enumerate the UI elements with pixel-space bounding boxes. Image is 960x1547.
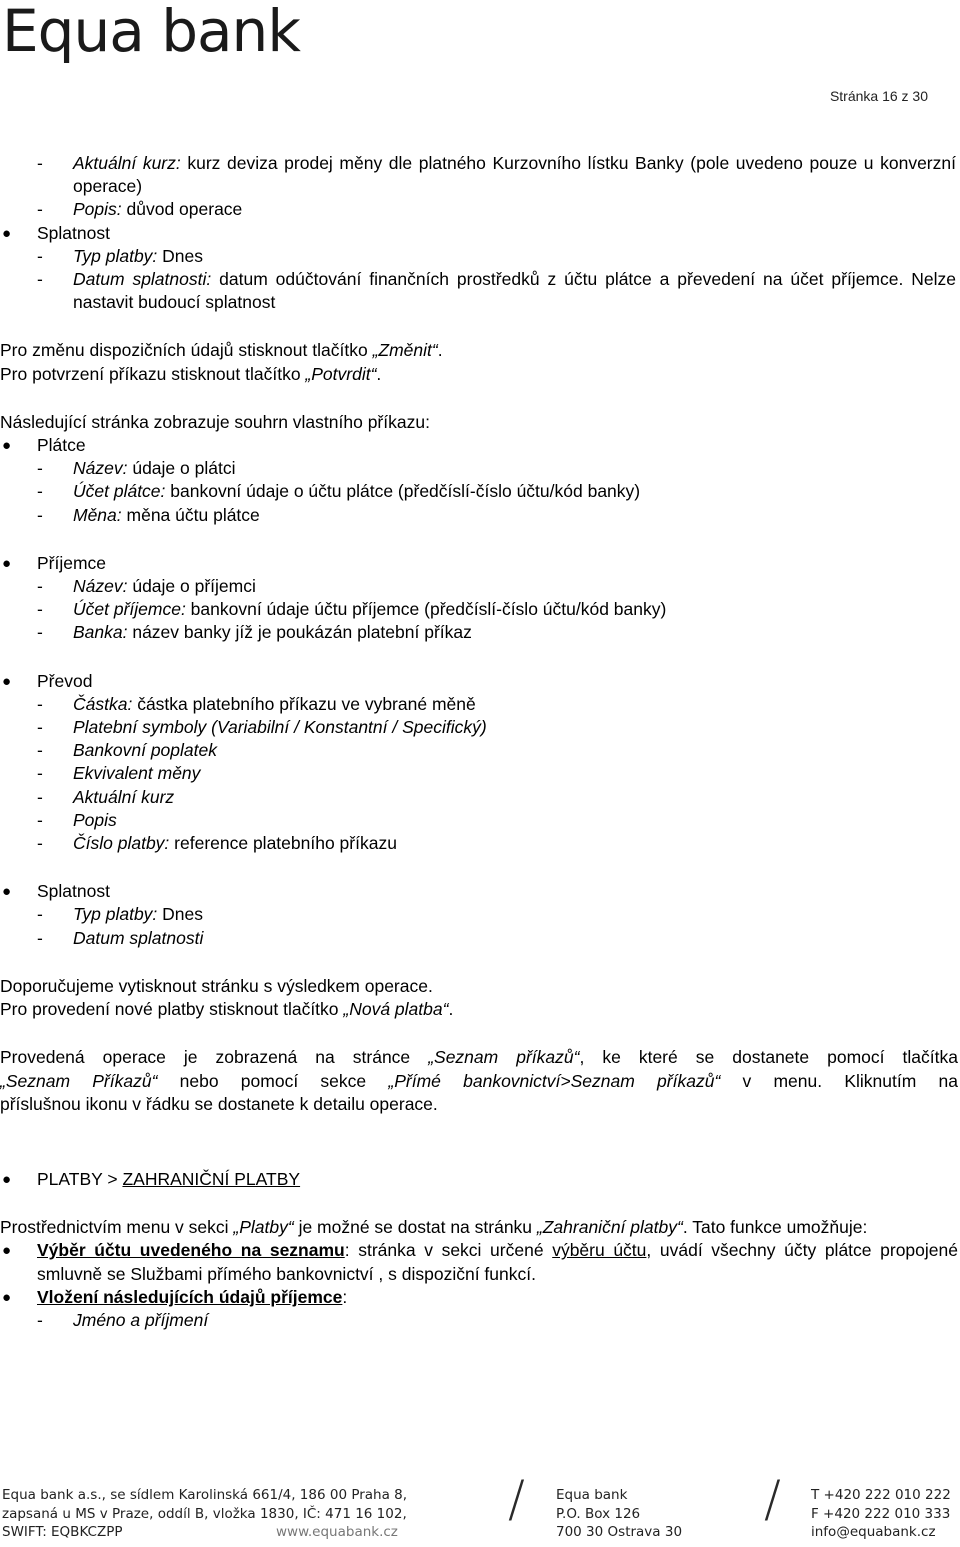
divider: / — [508, 1470, 525, 1528]
field-desc: důvod operace — [121, 199, 243, 220]
list-item: - Měna: měna účtu plátce — [37, 504, 260, 525]
paragraph: Doporučujeme vytisknout stránku s výsledkem operace. — [0, 975, 433, 996]
list-item: - Aktuální kurz — [37, 786, 175, 807]
footer: Equa bank a.s., se sídlem Karolinská 661/4, 186 00 Praha 8, zapsaná u MS v Praze, oddíl B, vložka 1830, IČ: 471 16 102, SWIFT: EQBKCZPP www.equabank.cz / Equa bank P.O. Box 126 700 30 Ostrava 30 / T +420 222 010 222 F +420 222 010 333 info@equabank.cz — [2, 1470, 951, 1540]
list-item: - Popis — [37, 809, 117, 830]
list-item: - Bankovní poplatek — [37, 740, 217, 761]
list-item: - Popis: důvod operace — [37, 199, 243, 220]
bullet-item — [0, 1168, 958, 1191]
field-label: Typ platby: — [73, 245, 158, 266]
bullet-item: ● Vložení následujících údajů příjemce: — [0, 1286, 958, 1309]
paragraph: Pro potvrzení příkazu stisknout tlačítko „Potvrdit“. — [0, 363, 382, 384]
field-desc: datum odúčtování finančních prostředků z účtu plátce a převedení na účet příjemce. — [211, 269, 904, 290]
list-item: - Částka: částka platebního příkazu ve vybrané měně — [37, 693, 476, 714]
list-item: - Aktuální kurz: kurz deviza prodej měny dle platného Kurzovního lístku Banky (pole uvedeno pouze u konverzní operace) — [37, 153, 956, 197]
list-item: - Číslo platby: reference platebního příkazu — [37, 833, 397, 854]
paragraph: Prostřednictvím menu v sekci „Platby“ je možné se dostat na stránku „Zahraniční platby“. Tato funkce umožňuje: — [0, 1217, 868, 1238]
list-item: - Účet plátce: bankovní údaje o účtu plátce (předčíslí-číslo účtu/kód banky) — [37, 481, 641, 502]
bullet-icon: ● — [2, 1170, 12, 1188]
bullet-icon: ● — [2, 883, 12, 901]
bullet-icon: ● — [2, 224, 12, 242]
button-name: Potvrdit — [311, 363, 371, 384]
divider: / — [764, 1470, 781, 1528]
field-desc: kurz deviza prodej měny dle platného Kurzovního lístku Banky (pole uvedeno pouze u konverzní operace) — [73, 153, 956, 197]
field-label: Aktuální kurz: — [73, 153, 181, 173]
section-heading: Převod — [37, 670, 93, 691]
link[interactable]: výběru účtu — [552, 1240, 647, 1261]
bullet-item: ● Výběr účtu uvedeného na seznamu: stránka v sekci určené výběru účtu, uvádí všechny účty plátce propojené smluvně se Službami přímého bankovnictví , s dispoziční funkcí. — [0, 1239, 958, 1285]
paragraph: Provedená operace je zobrazená na stránce „Seznam příkazů“, ke které se dostanete pomocí tlačítka — [0, 1047, 958, 1068]
section-heading: Příjemce — [37, 552, 107, 573]
logo: Equa bank — [2, 0, 300, 65]
paragraph: „Seznam Příkazů“ nebo pomocí sekce „Přímé bankovnictví>Seznam příkazů“ v menu. Kliknutím na — [0, 1070, 959, 1091]
field-label: Datum splatnosti: — [73, 269, 212, 290]
list-item: - Účet příjemce: bankovní údaje účtu příjemce (předčíslí-číslo účtu/kód banky) — [37, 599, 667, 620]
paragraph: Pro provedení nové platby stisknout tlačítko „Nová platba“. — [0, 999, 454, 1020]
section-heading: Splatnost — [37, 222, 110, 243]
button-name: Změnit — [378, 340, 432, 361]
bullet-icon: ● — [2, 1288, 12, 1306]
section-heading: Plátce — [37, 435, 86, 456]
bullet-item — [0, 434, 958, 457]
breadcrumb: PLATBY > ZAHRANIČNÍ PLATBY — [37, 1168, 301, 1189]
bullet-icon: ● — [2, 1242, 12, 1260]
paragraph: příslušnou ikonu v řádku se dostanete k detailu operace. — [0, 1093, 438, 1114]
list-item: - Platební symboly (Variabilní / Konstantní / Specifický) — [37, 717, 487, 738]
bullet-item — [0, 670, 958, 693]
bullet-item — [0, 880, 958, 903]
document-body — [0, 152, 958, 1332]
page-number: Stránka 16 z 30 — [829, 88, 928, 104]
paragraph: Následující stránka zobrazuje souhrn vlastního příkazu: — [0, 411, 430, 432]
list-item: - Typ platby: Dnes — [37, 245, 204, 266]
field-label: Popis: — [73, 199, 122, 220]
list-item: - Banka: název banky jíž je poukázán platební příkaz — [37, 622, 472, 643]
bullet-icon: ● — [2, 672, 12, 690]
button-name: Nová platba — [349, 999, 443, 1020]
field-desc: Dnes — [157, 245, 204, 266]
list-item: - Datum splatnosti: datum odúčtování finančních prostředků z účtu plátce a převedení na účet příjemce. Nelze nastavit budoucí splatnost — [37, 269, 956, 313]
list-item: - Jméno a příjmení — [37, 1309, 209, 1330]
list-item: - Název: údaje o příjemci — [37, 576, 256, 597]
bullet-icon: ● — [2, 554, 12, 572]
list-item: - Ekvivalent měny — [37, 763, 201, 784]
paragraph: Pro změnu dispozičních údajů stisknout tlačítko „Změnit“. — [0, 340, 443, 361]
list-item: - Datum splatnosti — [37, 927, 204, 948]
field-note: Nelze nastavit budoucí splatnost — [73, 269, 956, 313]
list-item: - Typ platby: Dnes — [37, 904, 204, 925]
bullet-item — [0, 222, 958, 245]
bullet-item — [0, 552, 958, 575]
section-heading: Splatnost — [37, 881, 110, 902]
list-item: - Název: údaje o plátci — [37, 458, 236, 479]
bullet-icon: ● — [2, 437, 12, 455]
